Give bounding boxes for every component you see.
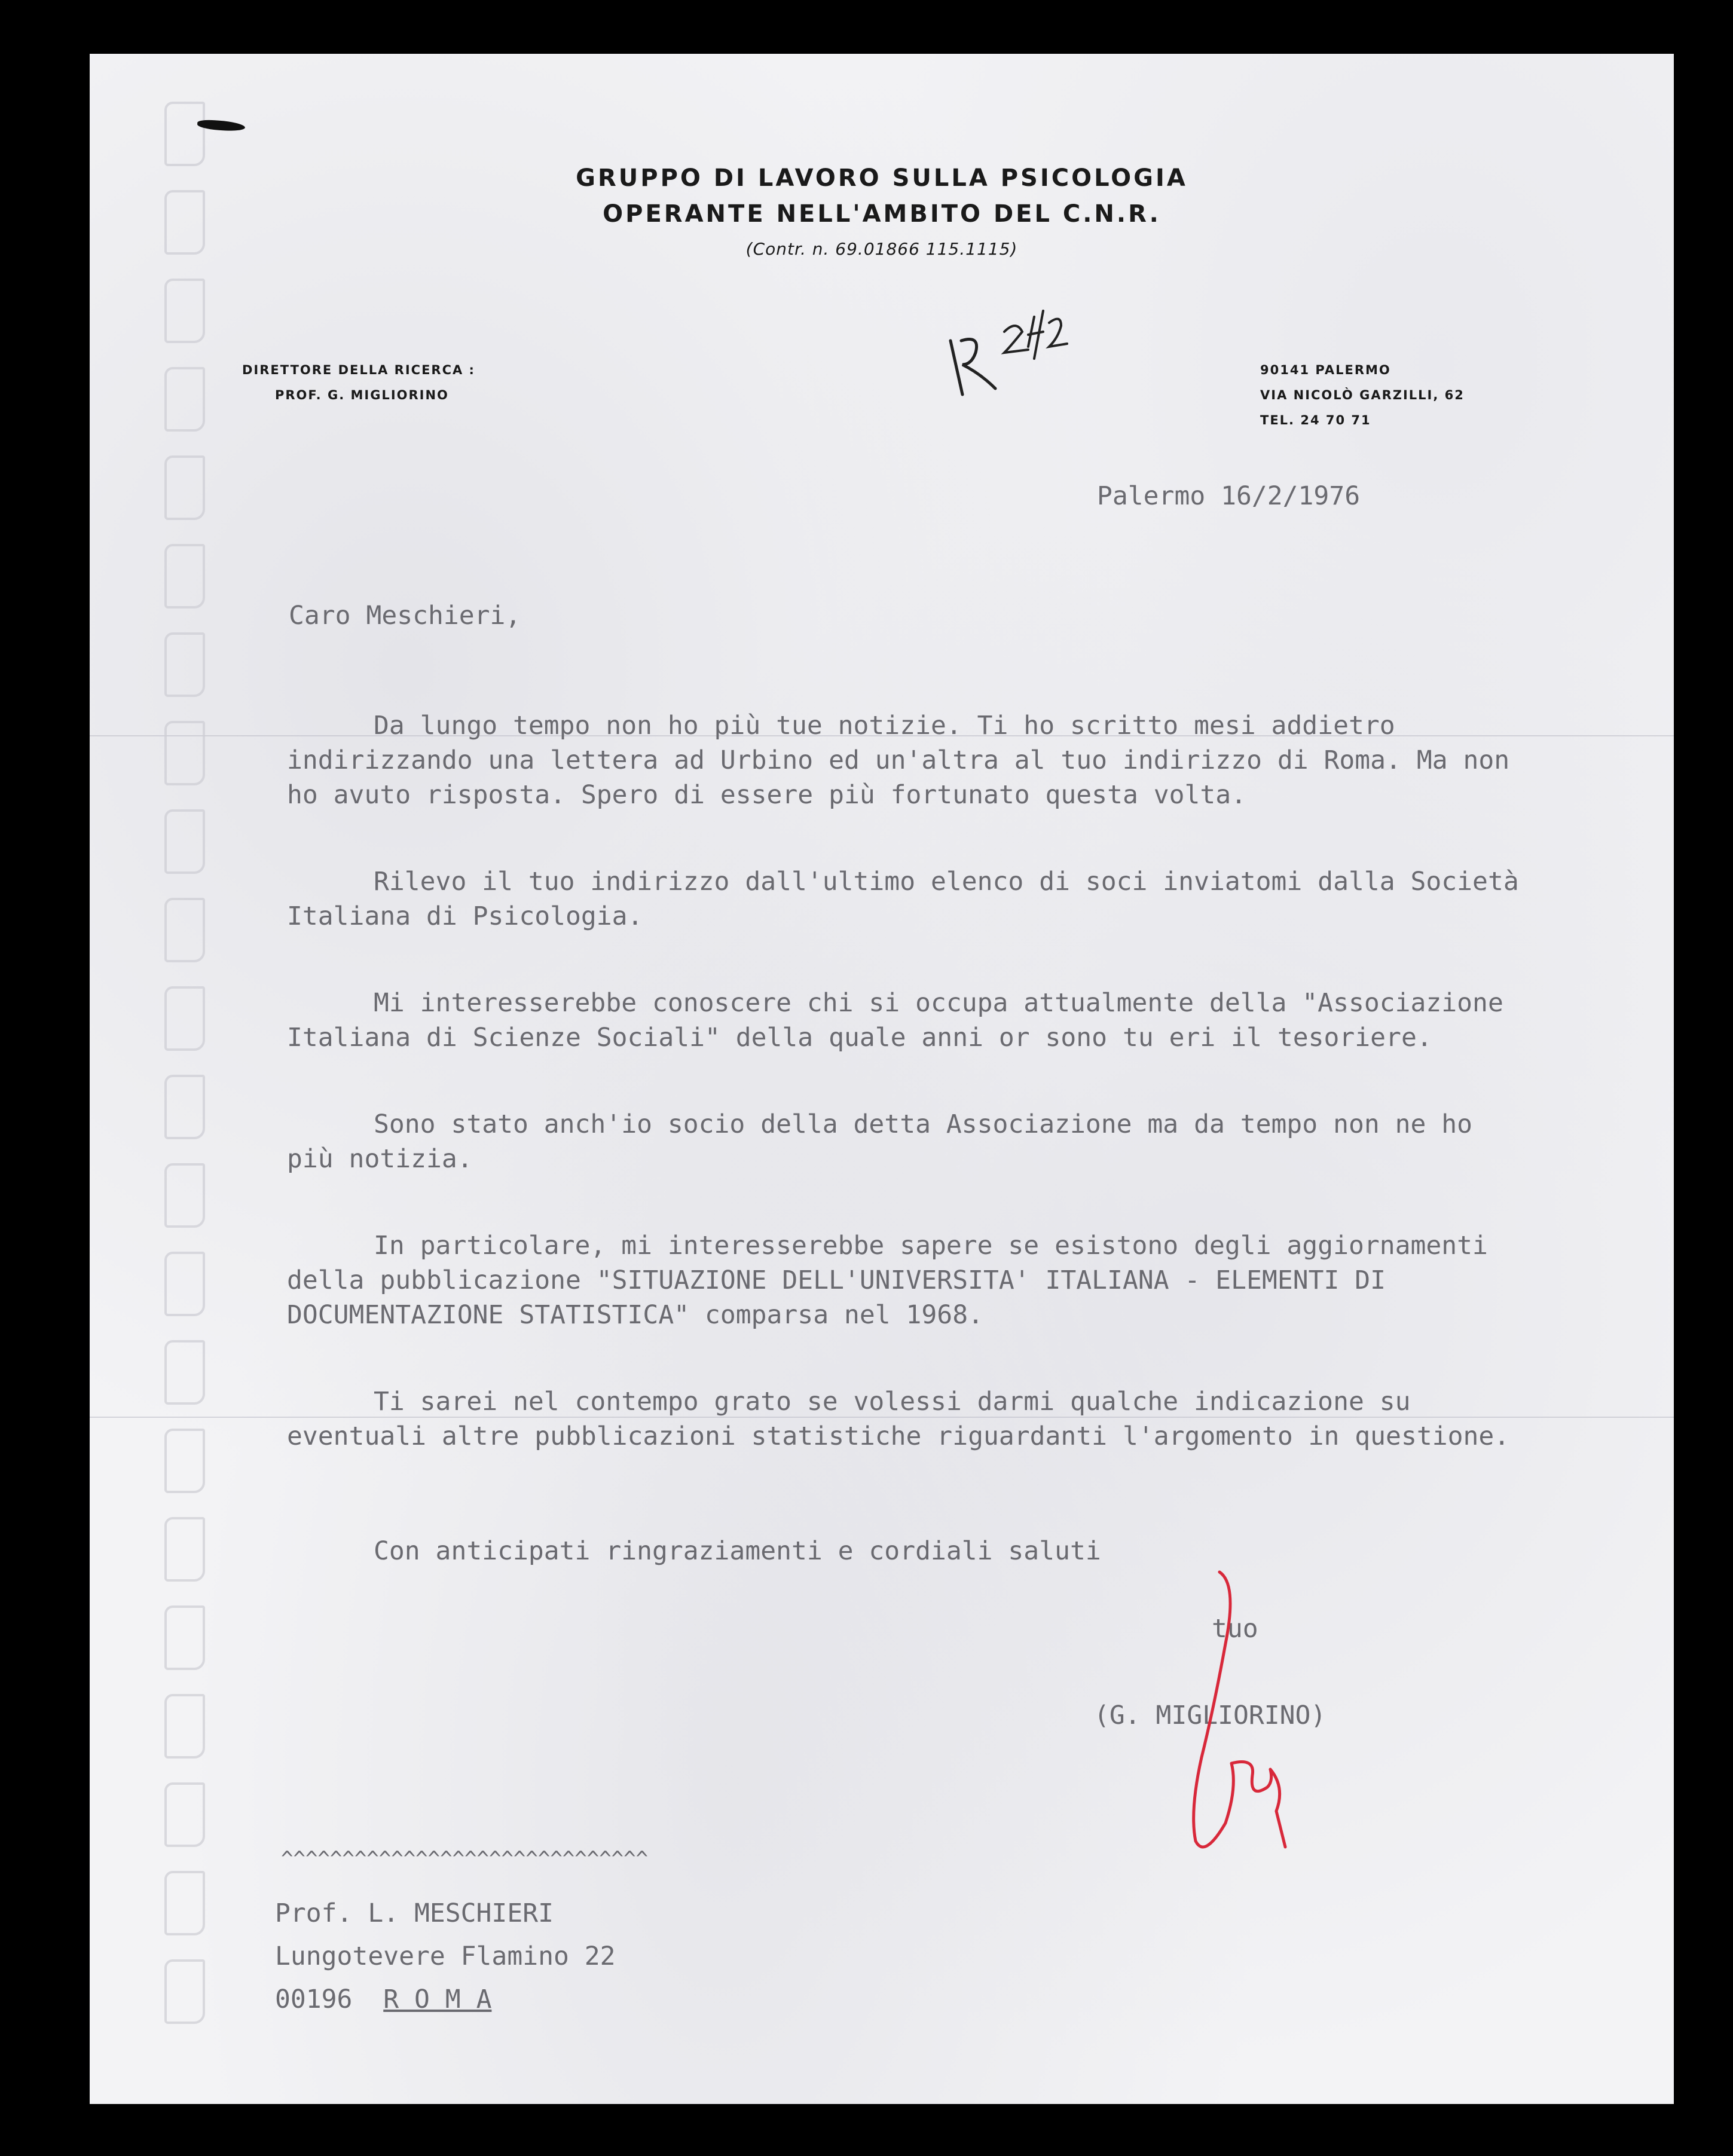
handwritten-signature bbox=[1148, 1560, 1303, 1871]
recipient-city-line bbox=[275, 1978, 616, 2021]
paragraph: In particolare, mi interesserebbe sapere se esistono degli aggiornamenti della pubblicazione "SITUAZIONE DELL'UNIVERSITA' ITALIANA - ELEMENTI DI DOCUMENTAZIONE STATISTICA" comparsa nel 1968. bbox=[287, 1231, 1488, 1330]
paragraph: Ti sarei nel contempo grato se volessi darmi qualche indicazione su eventuali altre pubblicazioni statistiche riguardanti l'argomento in questione. bbox=[287, 1387, 1510, 1451]
paragraph: Sono stato anch'io socio della detta Associazione ma da tempo non ne ho più notizia. bbox=[287, 1109, 1473, 1174]
letterhead-title: GRUPPO DI LAVORO SULLA PSICOLOGIA bbox=[576, 164, 1188, 192]
salutation: Caro Meschieri, bbox=[289, 601, 521, 631]
paragraph: Da lungo tempo non ho più tue notizie. Ti ho scritto mesi addietro indirizzando una lettera ad Urbino ed un'altra al tuo indirizzo di Roma. Ma non ho avuto risposta. Spero di essere più fortunato questa volta. bbox=[287, 711, 1510, 810]
paragraph: Mi interesserebbe conoscere chi si occupa attualmente della "Associazione Italiana di Scienze Sociali" della quale anni or sono tu eri il tesoriere. bbox=[287, 988, 1503, 1053]
address-street: VIA NICOLÒ GARZILLI, 62 bbox=[1260, 388, 1465, 402]
separator-line: ^^^^^^^^^^^^^^^^^^^^^^^^^^^^^^ bbox=[281, 1847, 649, 1871]
address-block bbox=[1260, 357, 1465, 433]
recipient-postcode: 00196 bbox=[275, 1984, 353, 2014]
director-label: DIRETTORE DELLA RICERCA : bbox=[242, 363, 475, 377]
recipient-address bbox=[275, 1892, 616, 2021]
typed-signature-name: (G. MIGLIORINO) bbox=[1094, 1701, 1327, 1730]
letterhead-contract: (Contr. n. 69.01866 115.1115) bbox=[745, 239, 1018, 259]
recipient-city: R O M A bbox=[383, 1984, 492, 2014]
director-name: PROF. G. MIGLIORINO bbox=[275, 388, 449, 402]
recipient-name: Prof. L. MESCHIERI bbox=[275, 1898, 554, 1928]
letter-sheet bbox=[90, 54, 1674, 2104]
director-block bbox=[242, 357, 475, 408]
closing-line: Con anticipati ringraziamenti e cordiali saluti bbox=[374, 1536, 1101, 1566]
letter-body bbox=[287, 708, 1530, 1506]
handwritten-annotation bbox=[939, 305, 1076, 400]
paragraph: Rilevo il tuo indirizzo dall'ultimo elenco di soci inviatomi dalla Società Italiana di Psicologia. bbox=[287, 867, 1519, 931]
recipient-street: Lungotevere Flamino 22 bbox=[275, 1941, 616, 1971]
letter-date: Palermo 16/2/1976 bbox=[1097, 481, 1361, 511]
address-city: 90141 PALERMO bbox=[1260, 363, 1391, 377]
watermark-pattern bbox=[155, 78, 209, 2050]
letterhead-subtitle: OPERANTE NELL'AMBITO DEL C.N.R. bbox=[603, 200, 1161, 228]
address-tel: TEL. 24 70 71 bbox=[1260, 413, 1371, 427]
sign-off: tuo bbox=[1212, 1614, 1258, 1644]
